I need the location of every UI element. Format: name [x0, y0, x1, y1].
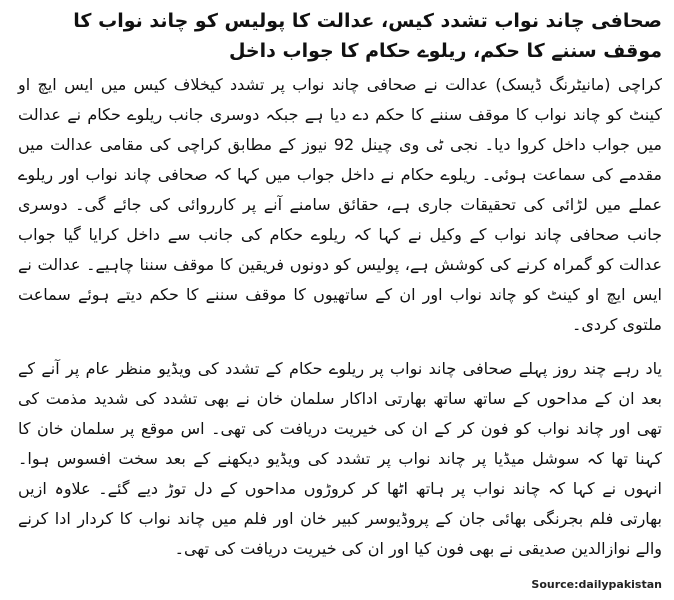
article-paragraph-1: کراچی (مانیٹرنگ ڈیسک) عدالت نے صحافی چاند نواب پر تشدد کیخلاف کیس میں ایس ایچ او کینٹ کو چاند نواب کا موقف سننے کا حکم دے دیا ہے جبکہ دوسری جانب ریلوے حکام نے عدالت میں جواب داخل کروا دیا۔ نجی ٹی وی چینل 92 نیوز کے مطابق کراچی کی مقامی عدالت میں مقدمے کی سماعت ہوئی۔ ریلوے حکام نے داخل جواب میں کہا کہ صحافی چاند نواب اور ریلوے عملے میں لڑائی کی تحقیقات جاری ہے، حقائق سامنے آنے پر کارروائی کی جائے گی۔ دوسری جانب صحافی چاند نواب کے وکیل نے کہا کہ ریلوے حکام کی جانب سے داخل کرایا گیا جواب عدالت کو گمراہ کرنے کی کوشش ہے، پولیس کو دونوں فریقین کا موقف سننا چاہیے۔ عدالت نے ایس ایچ او کینٹ کو چاند نواب اور ان کے ساتھیوں کا موقف سننے کا حکم دیتے ہوئے سماعت ملتوی کردی۔: [18, 75, 663, 334]
article-paragraph-2: یاد رہے چند روز پہلے صحافی چاند نواب پر ریلوے حکام کے تشدد کی ویڈیو منظر عام پر آنے کے بعد ان کے مداحوں کے ساتھ ساتھ بھارتی اداکار سلمان خان نے بھی تشدد کی شدید مذمت کی تھی اور چاند نواب کو فون کر کے ان کی خیریت دریافت کی تھی۔ اس موقع پر سلمان خان کا کہنا تھا کہ سوشل میڈیا پر چاند نواب پر تشدد کی ویڈیو دیکھنے کے بعد سخت افسوس ہوا۔ انہوں نے کہا کہ چاند نواب پر ہاتھ اٹھا کر کروڑوں مداحوں کے دل توڑ دیے گئے۔ علاوہ ازیں بھارتی فلم بجرنگی بھائی جان کے پروڈیوسر کبیر خان اور فلم میں چاند نواب کا کردار ادا کرنے والے نوازالدین صدیقی نے بھی فون کیا اور ان کی خیریت دریافت کی تھی۔: [18, 359, 662, 558]
article-headline: صحافی چاند نواب تشدد کیس، عدالت کا پولیس کو چاند نواب کا موقف سننے کا حکم، ریلوے حکام کا جواب داخل: [73, 10, 662, 62]
source-credit: Source:dailypakistan: [531, 578, 662, 591]
